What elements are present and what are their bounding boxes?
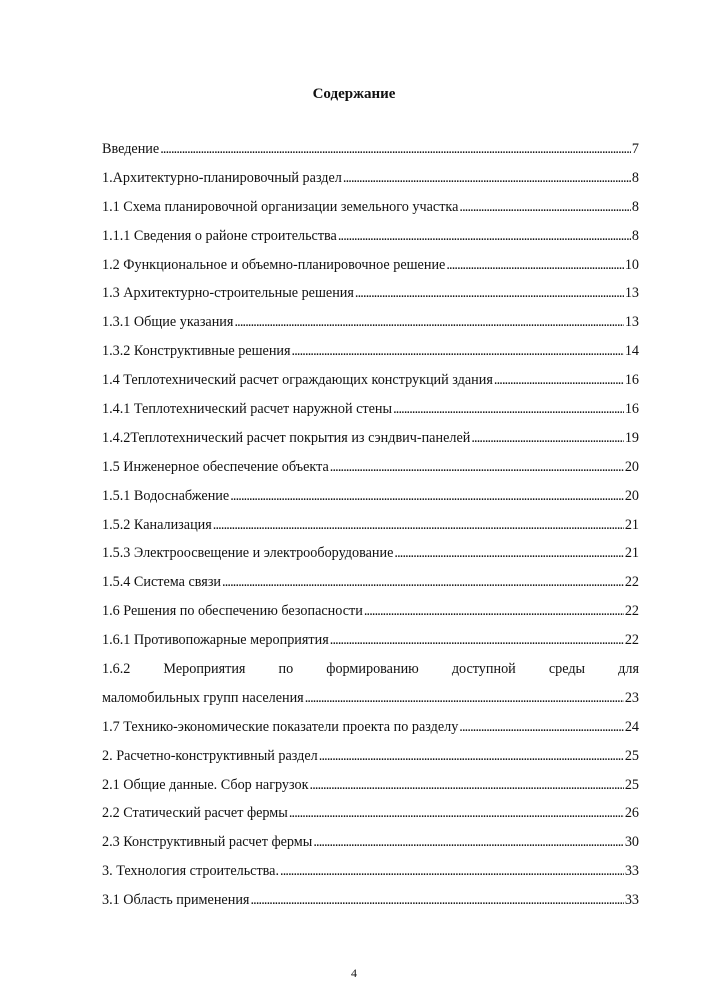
toc-word: для <box>618 661 639 678</box>
toc-entry-label: 1.6 Решения по обеспечению безопасности <box>102 603 363 620</box>
toc-leader-dots <box>494 372 624 389</box>
toc-entry-page: 16 <box>624 401 639 418</box>
toc-leader-dots <box>319 748 624 765</box>
toc-entry-page: 14 <box>624 343 639 360</box>
toc-entry <box>102 199 639 228</box>
toc-word: формированию <box>326 661 419 678</box>
toc-leader-dots <box>289 805 624 822</box>
toc-word: 1.6.2 <box>102 661 131 678</box>
toc-leader-dots <box>313 834 623 851</box>
toc-entry-page: 20 <box>624 487 639 504</box>
toc-entry <box>102 343 639 372</box>
toc-entry-label: 1.7 Технико-экономические показатели проекта по разделу <box>102 718 459 735</box>
toc-entry <box>102 892 639 921</box>
toc-entry <box>102 401 639 430</box>
toc-leader-dots <box>471 430 623 447</box>
toc-entry <box>102 257 639 286</box>
toc-word: по <box>278 661 294 678</box>
toc-entry-page: 22 <box>624 603 639 620</box>
toc-entry-label: 2.1 Общие данные. Сбор нагрузок <box>102 776 309 793</box>
toc-entry-label: 1.3.1 Общие указания <box>102 314 234 331</box>
toc-entry-label: 2. Расчетно-конструктивный раздел <box>102 747 318 764</box>
toc-entry <box>102 834 639 863</box>
toc-entry-page: 13 <box>624 285 639 302</box>
toc-entry <box>102 141 639 170</box>
toc-word: Мероприятия <box>163 661 246 678</box>
toc-leader-dots <box>446 257 623 274</box>
toc-entry-label: 1.5.4 Система связи <box>102 574 222 591</box>
toc-entry <box>102 777 639 806</box>
toc-entry <box>102 805 639 834</box>
toc-entry-page: 19 <box>624 429 639 446</box>
toc-leader-dots <box>292 343 624 360</box>
toc-entry-page: 21 <box>624 545 639 562</box>
toc-entry-label: 3. Технология строительства. <box>102 863 280 880</box>
toc-entry-label: 1.2 Функциональное и объемно-планировочное решение <box>102 256 446 273</box>
toc-leader-dots <box>305 690 624 707</box>
toc-entry <box>102 517 639 546</box>
toc-entry-page: 8 <box>631 227 639 244</box>
toc-entries-bottom <box>102 719 639 921</box>
toc-entry-page: 22 <box>624 632 639 649</box>
toc-entry-page: 30 <box>624 834 639 851</box>
toc-entry-page: 24 <box>624 718 639 735</box>
table-of-contents <box>102 141 639 921</box>
toc-leader-dots <box>230 488 624 505</box>
toc-entry-label: 1.3.2 Конструктивные решения <box>102 343 291 360</box>
toc-entry <box>102 314 639 343</box>
toc-entry-page: 7 <box>631 141 639 157</box>
toc-word: среды <box>548 661 586 678</box>
toc-leader-dots <box>222 574 624 591</box>
toc-entry-page: 8 <box>631 169 639 186</box>
toc-entry <box>102 285 639 314</box>
toc-entry-page: 25 <box>624 747 639 764</box>
toc-entry-page: 26 <box>624 805 639 822</box>
toc-leader-dots <box>459 719 624 736</box>
toc-leader-dots <box>213 517 624 534</box>
toc-entry-page: 16 <box>624 372 639 389</box>
toc-entry <box>102 545 639 574</box>
toc-entry <box>102 748 639 777</box>
toc-entry <box>102 170 639 199</box>
toc-entry-page: 33 <box>624 892 639 909</box>
toc-entry <box>102 632 639 661</box>
toc-entry <box>102 574 639 603</box>
toc-entry-page: 20 <box>624 458 639 475</box>
toc-entry-wrapped-line1 <box>102 661 639 690</box>
toc-entry-label: маломобильных групп населения <box>102 689 304 706</box>
toc-entry-label: 1.1.1 Сведения о районе строительства <box>102 227 337 244</box>
page-number: 4 <box>351 966 357 980</box>
toc-entry <box>102 863 639 892</box>
toc-entry-page: 23 <box>624 689 639 706</box>
toc-leader-dots <box>160 141 631 158</box>
toc-entry <box>102 228 639 257</box>
toc-entry-label: 1.5.3 Электроосвещение и электрооборудование <box>102 545 394 562</box>
toc-entry-page: 22 <box>624 574 639 591</box>
toc-entry-label: 1.4 Теплотехнический расчет ограждающих конструкций здания <box>102 372 493 389</box>
toc-leader-dots <box>330 459 624 476</box>
toc-leader-dots <box>355 285 624 302</box>
toc-entry-label: Введение <box>102 141 160 157</box>
toc-leader-dots <box>338 228 631 245</box>
toc-entry <box>102 719 639 748</box>
toc-entry <box>102 372 639 401</box>
toc-entry-wrapped-line2 <box>102 690 639 719</box>
toc-entry-page: 25 <box>624 776 639 793</box>
toc-entry-label: 1.5.2 Канализация <box>102 516 212 533</box>
toc-leader-dots <box>250 892 623 909</box>
toc-entry-page: 10 <box>624 256 639 273</box>
toc-word: доступной <box>451 661 516 678</box>
toc-leader-dots <box>234 314 623 331</box>
toc-leader-dots <box>310 777 624 794</box>
toc-entry <box>102 603 639 632</box>
toc-leader-dots <box>330 632 624 649</box>
toc-leader-dots <box>280 863 624 880</box>
toc-entry-label: 2.2 Статический расчет фермы <box>102 805 288 822</box>
toc-entry-label: 1.6.1 Противопожарные мероприятия <box>102 632 329 649</box>
toc-entries-top <box>102 141 639 661</box>
toc-entry-page: 8 <box>631 198 639 215</box>
page-title: Содержание <box>312 86 396 102</box>
toc-entry-label: 1.1 Схема планировочной организации земельного участка <box>102 198 459 215</box>
toc-entry-label: 1.5 Инженерное обеспечение объекта <box>102 458 329 475</box>
toc-entry-label: 1.4.1 Теплотехнический расчет наружной стены <box>102 401 393 418</box>
toc-entry-label: 1.4.2Теплотехнический расчет покрытия из сэндвич-панелей <box>102 429 471 446</box>
toc-leader-dots <box>394 545 623 562</box>
toc-entry <box>102 488 639 517</box>
toc-leader-dots <box>393 401 624 418</box>
toc-entry-label: 3.1 Область применения <box>102 892 250 909</box>
toc-entry-page: 21 <box>624 516 639 533</box>
toc-entry-page: 13 <box>624 314 639 331</box>
toc-leader-dots <box>459 199 631 216</box>
toc-entry-label: 1.5.1 Водоснабжение <box>102 487 230 504</box>
toc-entry <box>102 430 639 459</box>
toc-entry-label: 2.3 Конструктивный расчет фермы <box>102 834 313 851</box>
toc-entry-page: 33 <box>624 863 639 880</box>
toc-entry-label: 1.3 Архитектурно-строительные решения <box>102 285 354 302</box>
toc-entry <box>102 459 639 488</box>
toc-leader-dots <box>364 603 624 620</box>
toc-leader-dots <box>343 170 631 187</box>
toc-entry-label: 1.Архитектурно-планировочный раздел <box>102 169 342 186</box>
